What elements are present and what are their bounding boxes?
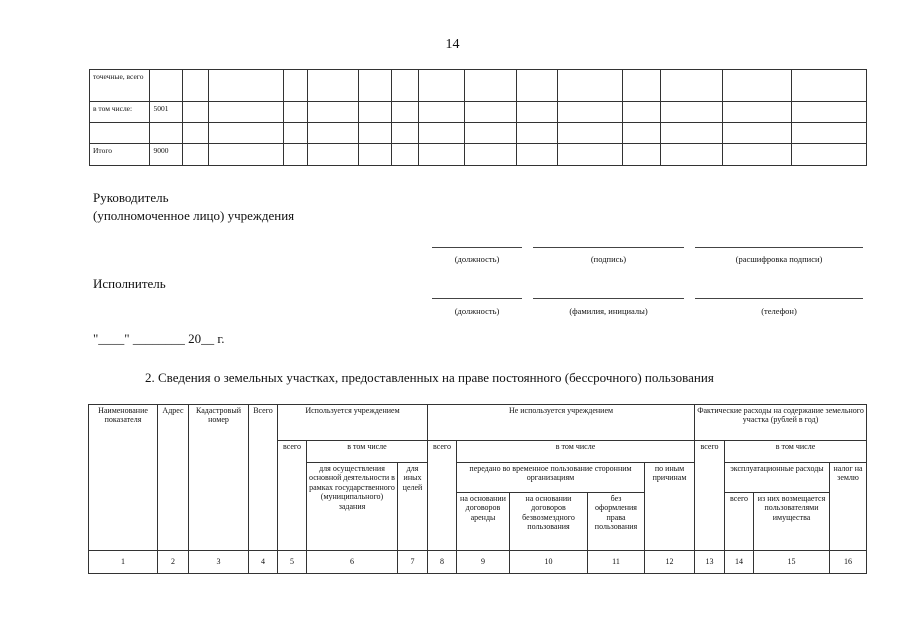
header-cadastral: Кадастровый номер — [189, 405, 249, 551]
column-number: 6 — [307, 551, 398, 574]
table-row — [90, 144, 867, 166]
table-row — [90, 70, 867, 102]
header-land-tax: налог на землю — [830, 463, 867, 551]
head-label-sub: (уполномоченное лицо) учреждения — [93, 208, 295, 223]
section-title: 2. Сведения о земельных участках, предоставленных на праве постоянного (бессрочного) пользования — [145, 370, 714, 385]
signature-line — [432, 247, 522, 248]
column-number: 7 — [398, 551, 428, 574]
page-number: 14 — [445, 37, 460, 52]
column-number: 10 — [510, 551, 588, 574]
header-used-total: всего — [278, 441, 307, 551]
top-table — [89, 69, 867, 166]
header-expenses-total: всего — [695, 441, 725, 551]
header-main-activity: для осуществления основной деятельности в рамках государственного (муниципального) задания — [307, 463, 398, 551]
table-row — [90, 102, 867, 123]
caption-name: (фамилия, инициалы) — [569, 306, 648, 316]
header-used: Используется учреждением — [278, 405, 428, 441]
row-label: в том числе: — [90, 102, 150, 123]
column-number: 16 — [830, 551, 867, 574]
header-expenses: Фактические расходы на содержание земельного участка (рублей в год) — [695, 405, 867, 441]
header-reimbursed: из них возмещается пользователями имущества — [754, 493, 830, 551]
caption-phone: (телефон) — [761, 306, 797, 316]
table-row — [90, 123, 867, 144]
header-operating: эксплуатационные расходы — [725, 463, 830, 493]
header-no-rights: без оформления права пользования — [588, 493, 645, 551]
row-code: 9000 — [150, 144, 183, 166]
signature-line — [533, 247, 684, 248]
header-other-reasons: по иным причинам — [645, 463, 695, 551]
header-free-use: на основании договоров безвозмездного пользования — [510, 493, 588, 551]
header-name: Наименование показателя — [89, 405, 158, 551]
caption-position: (должность) — [454, 254, 500, 264]
row-code: 5001 — [150, 102, 183, 123]
column-number: 11 — [588, 551, 645, 574]
signature-line — [533, 298, 684, 299]
header-operating-total: всего — [725, 493, 754, 551]
column-number: 15 — [754, 551, 830, 574]
header-not-used-incl: в том числе — [457, 441, 695, 463]
date-line: "____" ________ 20__ г. — [93, 331, 225, 346]
executor-label: Исполнитель — [93, 276, 166, 291]
column-number: 4 — [249, 551, 278, 574]
column-number: 5 — [278, 551, 307, 574]
caption-decoding: (расшифровка подписи) — [735, 254, 823, 264]
row-label: точечные, всего — [90, 70, 150, 102]
column-numbers-row — [89, 551, 867, 574]
caption-position: (должность) — [454, 306, 500, 316]
column-number: 12 — [645, 551, 695, 574]
column-number: 13 — [695, 551, 725, 574]
signature-line — [432, 298, 522, 299]
header-address: Адрес — [158, 405, 189, 551]
head-label: Руководитель — [93, 190, 169, 205]
header-temp-use: передано во временное пользование сторонним организациям — [457, 463, 645, 493]
signature-line — [695, 247, 863, 248]
caption-signature: (подпись) — [590, 254, 627, 264]
header-not-used: Не используется учреждением — [428, 405, 695, 441]
header-not-used-total: всего — [428, 441, 457, 551]
header-lease: на основании договоров аренды — [457, 493, 510, 551]
column-number: 3 — [189, 551, 249, 574]
header-used-incl: в том числе — [307, 441, 428, 463]
column-number: 9 — [457, 551, 510, 574]
header-total: Всего — [249, 405, 278, 551]
column-number: 1 — [89, 551, 158, 574]
column-number: 14 — [725, 551, 754, 574]
land-table — [88, 404, 867, 574]
header-other-purposes: для иных целей — [398, 463, 428, 551]
header-expenses-incl: в том числе — [725, 441, 867, 463]
row-label: Итого — [90, 144, 150, 166]
signature-line — [695, 298, 863, 299]
column-number: 2 — [158, 551, 189, 574]
column-number: 8 — [428, 551, 457, 574]
